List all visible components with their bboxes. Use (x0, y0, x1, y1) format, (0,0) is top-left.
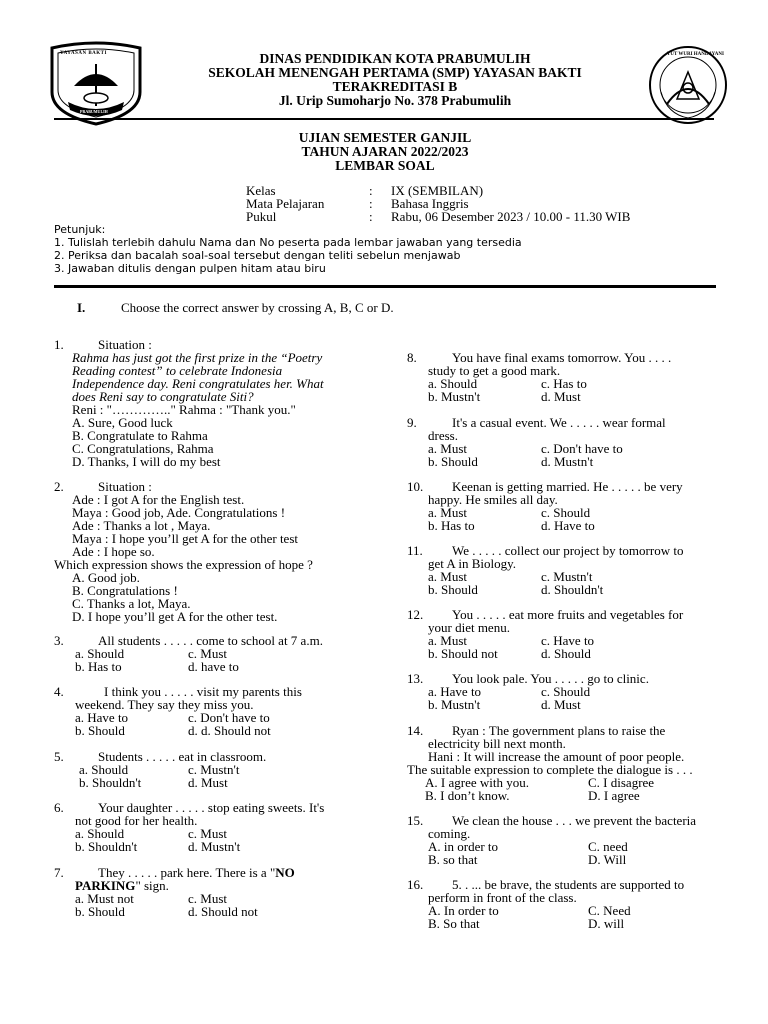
option-a[interactable]: a. Must not (75, 891, 134, 906)
logo-text: YAYASAN BAKTI (60, 51, 107, 56)
option-c[interactable]: c. Don't have to (188, 710, 270, 725)
option-b[interactable]: b. Shouldn't (75, 839, 138, 854)
info-label-time: Pukul (246, 209, 277, 224)
option-b[interactable]: B. I don’t know. (425, 788, 510, 803)
story-line: Reading contest” to celebrate Indonesia (72, 363, 283, 378)
option-c[interactable]: c. Must (188, 891, 227, 906)
question-text: electricity bill next month. (428, 736, 566, 751)
instruction-item: 1. Tulislah terlebih dahulu Nama dan No peserta pada lembar jawaban yang tersedia (54, 236, 522, 249)
option-b[interactable]: b. Mustn't (428, 697, 481, 712)
question-text: not good for her health. (75, 813, 198, 828)
option-c[interactable]: C. Thanks a lot, Maya. (72, 596, 191, 611)
option-a[interactable]: a. Should (75, 646, 125, 661)
option-a[interactable]: A. In order to (428, 903, 499, 918)
question-text: I think you . . . . . visit my parents this (104, 684, 302, 699)
question-text: coming. (428, 826, 471, 841)
option-c[interactable]: c. Don't have to (541, 441, 623, 456)
dialog-line: Ade : I got A for the English test. (72, 492, 245, 507)
option-d[interactable]: d. Should not (188, 904, 258, 919)
option-d[interactable]: d. Must (541, 697, 581, 712)
option-b[interactable]: b. Mustn't (428, 389, 481, 404)
option-a[interactable]: A. I agree with you. (425, 775, 529, 790)
question-text: It's a casual event. We . . . . . wear formal (452, 415, 666, 430)
info-value-time: Rabu, 06 Desember 2023 / 10.00 - 11.30 WIB (391, 209, 631, 224)
instructions-title: Petunjuk: (54, 223, 106, 236)
option-d[interactable]: D. Thanks, I will do my best (72, 454, 221, 469)
option-d[interactable]: d. Mustn't (188, 839, 241, 854)
emphasis-text: NO (275, 865, 295, 880)
option-b[interactable]: b. Should not (428, 646, 498, 661)
info-label-subject: Mata Pelajaran (246, 196, 325, 211)
section-number: I. (77, 300, 86, 315)
option-b[interactable]: b. Should (75, 723, 125, 738)
logo-bottom-text: PRABUMULIH (80, 109, 108, 114)
section-instruction: Choose the correct answer by crossing A, B, C or D. (121, 300, 394, 315)
option-b[interactable]: b. Shouldn't (79, 775, 142, 790)
option-b[interactable]: B. So that (428, 916, 480, 931)
logo-motto: TUT WURI HANDAYANI (667, 52, 724, 57)
question-number: 13. (407, 671, 424, 686)
option-a[interactable]: A. Good job. (72, 570, 140, 585)
dialog-line: Maya : Good job, Ade. Congratulations ! (72, 505, 286, 520)
option-a[interactable]: a. Must (428, 505, 467, 520)
option-c[interactable]: C. need (588, 839, 628, 854)
question-text: perform in front of the class. (428, 890, 577, 905)
option-a[interactable]: a. Have to (75, 710, 129, 725)
instruction-item: 3. Jawaban ditulis dengan pulpen hitam atau biru (54, 262, 326, 275)
question-text: happy. He smiles all day. (428, 492, 558, 507)
question-text: your diet menu. (428, 620, 510, 635)
option-d[interactable]: d. Should (541, 646, 591, 661)
option-d[interactable]: d. have to (188, 659, 239, 674)
exam-title-2: TAHUN AJARAN 2022/2023 (301, 144, 469, 159)
option-c[interactable]: c. Have to (541, 633, 595, 648)
question-text: You have final exams tomorrow. You . . . . (452, 350, 672, 365)
dialog-line: Maya : I hope you’ll get A for the other test (72, 531, 299, 546)
option-c[interactable]: c. Must (188, 646, 227, 661)
question-text: get A in Biology. (428, 556, 516, 571)
info-value-subject: Bahasa Inggris (391, 196, 469, 211)
story-line: Independence day. Reni congratulates her. What (72, 376, 324, 391)
option-d[interactable]: d. Must (188, 775, 228, 790)
option-b[interactable]: B. so that (428, 852, 478, 867)
letterhead (150, 52, 640, 108)
question-text: Ryan : The government plans to raise the (452, 723, 666, 738)
option-d[interactable]: d. d. Should not (188, 723, 271, 738)
question-number: 7. (54, 865, 64, 880)
option-b[interactable]: B. Congratulations ! (72, 583, 178, 598)
option-d[interactable]: d. Must (541, 389, 581, 404)
question-text: Students . . . . . eat in classroom. (98, 749, 267, 764)
option-c[interactable]: c. Must (188, 826, 227, 841)
option-b[interactable]: b. Should (428, 582, 478, 597)
question-heading: Situation : (98, 479, 152, 494)
question-text: Your daughter . . . . . stop eating sweets. It's (98, 800, 325, 815)
question-heading: Situation : (98, 337, 152, 352)
question-number: 1. (54, 337, 64, 352)
option-d[interactable]: D. will (588, 916, 625, 931)
question-text: study to get a good mark. (428, 363, 561, 378)
dialog-line: Reni : "………….." Rahma : "Thank you." (72, 402, 296, 417)
option-a[interactable]: A. Sure, Good luck (72, 415, 173, 430)
dialog-line: Ade : I hope so. (72, 544, 155, 559)
info-label-class: Kelas (246, 183, 276, 198)
question-text-part: " sign. (135, 878, 169, 893)
question-number: 5. (54, 749, 64, 764)
question-text: You look pale. You . . . . . go to clinic. (452, 671, 649, 686)
option-c[interactable]: c. Should (541, 505, 591, 520)
question-number: 6. (54, 800, 64, 815)
exam-title (250, 131, 520, 173)
header-divider (54, 118, 714, 120)
school-logo (44, 40, 148, 126)
option-a[interactable]: a. Must (428, 441, 467, 456)
instructions (54, 223, 522, 275)
option-d[interactable]: d. Have to (541, 518, 595, 533)
option-c[interactable]: C. I disagree (588, 775, 655, 790)
question-text: We clean the house . . . we prevent the bacteria (452, 813, 697, 828)
option-b[interactable]: B. Congratulate to Rahma (72, 428, 208, 443)
option-d[interactable]: D. I hope you’ll get A for the other test. (72, 609, 278, 624)
info-value-class: IX (SEMBILAN) (391, 183, 484, 198)
option-c[interactable]: c. Has to (541, 376, 587, 391)
option-b[interactable]: b. Should (75, 904, 125, 919)
exam-title-1: UJIAN SEMESTER GANJIL (298, 130, 472, 145)
option-d[interactable]: D. Will (588, 852, 627, 867)
option-c[interactable]: C. Congratulations, Rahma (72, 441, 214, 456)
tut-wuri-handayani-logo (647, 44, 729, 126)
instruction-item: 2. Periksa dan bacalah soal-soal tersebut dengan teliti sebelun menjawab (54, 249, 461, 262)
question-number: 2. (54, 479, 64, 494)
agency-name: DINAS PENDIDIKAN KOTA PRABUMULIH (259, 51, 531, 66)
question-text: The suitable expression to complete the dialogue is . . . (407, 762, 693, 777)
exam-title-3: LEMBAR SOAL (335, 158, 435, 173)
question-number: 11. (407, 543, 423, 558)
option-c[interactable]: c. Should (541, 684, 591, 699)
question-number: 16. (407, 877, 424, 892)
option-a[interactable]: A. in order to (428, 839, 499, 854)
option-c[interactable]: c. Mustn't (541, 569, 593, 584)
question-text: weekend. They say they miss you. (75, 697, 254, 712)
option-a[interactable]: a. Should (428, 376, 478, 391)
story-line: Rahma has just got the first prize in the “Poetry (72, 350, 323, 365)
option-a[interactable]: a. Must (428, 569, 467, 584)
section-divider (54, 285, 716, 288)
question-number: 9. (407, 415, 417, 430)
question-number: 14. (407, 723, 424, 738)
option-d[interactable]: d. Shouldn't (541, 582, 604, 597)
question-text: You . . . . . eat more fruits and vegetables for (452, 607, 684, 622)
question-text: dress. (428, 428, 458, 443)
question-number: 4. (54, 684, 64, 699)
info-colon: : (369, 196, 373, 211)
option-b[interactable]: b. Has to (75, 659, 122, 674)
option-b[interactable]: b. Has to (428, 518, 475, 533)
option-a[interactable]: a. Have to (428, 684, 482, 699)
question-text: 5. . ... be brave, the students are supported to (452, 877, 685, 892)
option-b[interactable]: b. Should (428, 454, 478, 469)
info-colon: : (369, 209, 373, 224)
accreditation: TERAKREDITASI B (332, 79, 458, 94)
question-text: Which expression shows the expression of hope ? (54, 557, 313, 572)
option-d[interactable]: D. I agree (588, 788, 640, 803)
question-number: 3. (54, 633, 64, 648)
question-number: 12. (407, 607, 424, 622)
question-number: 15. (407, 813, 424, 828)
option-a[interactable]: a. Should (79, 762, 129, 777)
question-number: 8. (407, 350, 417, 365)
option-a[interactable]: a. Must (428, 633, 467, 648)
emphasis-text: PARKING (75, 878, 136, 893)
option-c[interactable]: C. Need (588, 903, 631, 918)
question-number: 10. (407, 479, 424, 494)
option-c[interactable]: c. Mustn't (188, 762, 240, 777)
dialog-line: Ade : Thanks a lot , Maya. (72, 518, 211, 533)
option-d[interactable]: d. Mustn't (541, 454, 594, 469)
question-text: All students . . . . . come to school at 7 a.m. (98, 633, 323, 648)
question-text: We . . . . . collect our project by tomorrow to (452, 543, 684, 558)
school-address: Jl. Urip Sumoharjo No. 378 Prabumulih (278, 93, 512, 108)
question-text-part: They . . . . . park here. There is a " (98, 865, 276, 880)
question-text: Keenan is getting married. He . . . . . be very (452, 479, 683, 494)
question-text: Hani : It will increase the amount of poor people. (428, 749, 685, 764)
school-name: SEKOLAH MENENGAH PERTAMA (SMP) YAYASAN BAKTI (208, 65, 582, 80)
story-line: does Reni say to congratulate Siti? (72, 389, 254, 404)
info-colon: : (369, 183, 373, 198)
option-a[interactable]: a. Should (75, 826, 125, 841)
